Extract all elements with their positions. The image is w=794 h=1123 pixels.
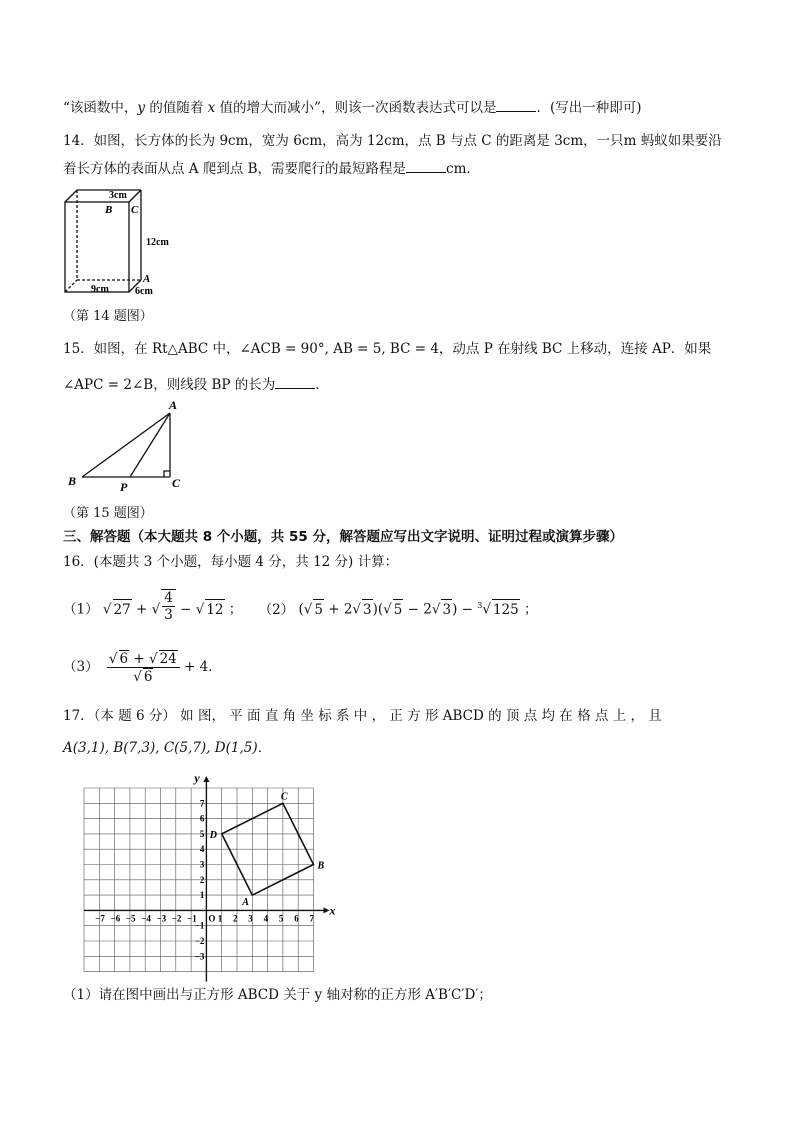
y-tick-label: 2: [199, 874, 205, 885]
q15-label-C: C: [172, 476, 181, 490]
answer-blank[interactable]: [406, 158, 446, 173]
q14-label-9cm: 9cm: [91, 284, 109, 295]
q14-line2: 着长方体的表面从点 A 爬到点 B，需要爬行的最短路程是 cm．: [63, 158, 480, 179]
q14-label-12cm: 12cm: [146, 237, 169, 248]
y-tick-label: 4: [199, 844, 205, 855]
q14-label-3cm: 3cm: [109, 190, 127, 201]
vertex-label-B: B: [317, 860, 325, 872]
q16-part1: （1） √ 27 + √ $\frac{4}{3}$ − √ 12 ； （2） (√ 5 + 2√ 3)(√ 5 − 2√ 3) − $^3$√ 125 ；: [63, 590, 538, 623]
x-tick-label: −3: [156, 913, 167, 924]
q14-cuboid-figure: [55, 182, 185, 297]
y-axis-arrow: [203, 776, 209, 782]
q16-intro: 16．(本题共 3 个小题，每小题 4 分，共 12 分) 计算：: [63, 554, 399, 570]
q13-tail-line: “该函数中，y 的值随着 x 值的增大而减小”，则该一次函数表达式可以是 ．(写出一种即可): [63, 97, 642, 118]
q15-label-B: B: [68, 474, 77, 488]
q17-line1: 17．（本 题 6 分） 如 图， 平 面 直 角 坐 标 系 中 ， 正 方 形 ABCD 的 顶 点 均 在 格 点 上 ， 且: [63, 708, 662, 724]
q16-p2-b-repeat: 3: [441, 599, 452, 620]
x-tick-label: −5: [125, 913, 136, 924]
x-tick-label: 4: [263, 913, 269, 924]
x-tick-label: −6: [110, 913, 121, 924]
x-tick-label: −7: [95, 913, 105, 924]
y-tick-label: −2: [194, 936, 205, 946]
section-3-title: 三、解答题（本大题共 8 个小题，共 55 分，解答题应写出文字说明、证明过程或演算步骤）: [63, 529, 623, 545]
vertex-label-A: A: [242, 897, 249, 909]
q14-label-C: C: [131, 204, 139, 216]
answer-blank[interactable]: [275, 374, 315, 389]
x-tick-label: O: [208, 913, 216, 924]
q15-label-A: A: [169, 398, 178, 412]
y-tick-label: −3: [194, 951, 205, 962]
q15-caption: （第 15 题图）: [63, 506, 153, 521]
q14-label-B: B: [105, 204, 113, 216]
x-tick-label: 6: [294, 913, 299, 924]
x-tick-label: 5: [278, 913, 284, 924]
q17-line2: A(3,1), B(7,3), C(5,7), D(1,5)．: [63, 740, 272, 756]
y-tick-label: 3: [199, 859, 205, 870]
q15-line2: ∠APC = 2∠B，则线段 BP 的长为 ．: [63, 374, 329, 395]
q16-p2-a-repeat: 5: [393, 599, 404, 620]
y-axis-label: y: [194, 771, 200, 785]
answer-blank[interactable]: [496, 97, 536, 112]
y-tick-label: 6: [199, 813, 205, 824]
q15-line1: 15．如图，在 Rt△ABC 中，∠ACB = 90°, AB = 5, BC = 4，动点 P 在射线 BC 上移动，连接 AP．如果: [63, 341, 712, 357]
x-tick-label: 2: [233, 913, 238, 924]
q17-sub1: （1）请在图中画出与正方形 ABCD 关于 y 轴对称的正方形 A′B′C′D′；: [63, 987, 492, 1003]
q14-label-6cm: 6cm: [135, 286, 153, 297]
x-tick-label: −1: [187, 913, 197, 924]
y-tick-label: 7: [199, 798, 205, 809]
x-tick-label: −2: [171, 913, 182, 924]
x-tick-label: −4: [141, 913, 151, 924]
y-tick-label: −1: [194, 920, 205, 931]
x-axis-label: x: [329, 903, 336, 918]
vertex-label-D: D: [209, 829, 217, 841]
x-tick-label: 7: [309, 913, 314, 924]
x-tick-label: 3: [248, 913, 253, 924]
y-tick-label: 1: [199, 890, 205, 901]
vertex-label-C: C: [280, 791, 288, 803]
q14-caption: （第 14 题图）: [63, 309, 153, 324]
y-tick-label: 5: [199, 828, 205, 839]
q15-triangle-figure: [60, 395, 195, 495]
q16-part3: （3） $\frac{√ 6 + √ 24}{√ 6}$ + 4．: [63, 651, 222, 685]
q14-line1: 14．如图，长方体的长为 9cm，宽为 6cm，高为 12cm，点 B 与点 C 的距离是 3cm，一只m 蚂蚁如果要沿: [63, 133, 722, 149]
x-tick-label: 1: [217, 913, 223, 924]
q15-label-P: P: [120, 480, 128, 494]
coordinate-grid: [70, 770, 336, 970]
q14-label-A: A: [143, 273, 151, 285]
